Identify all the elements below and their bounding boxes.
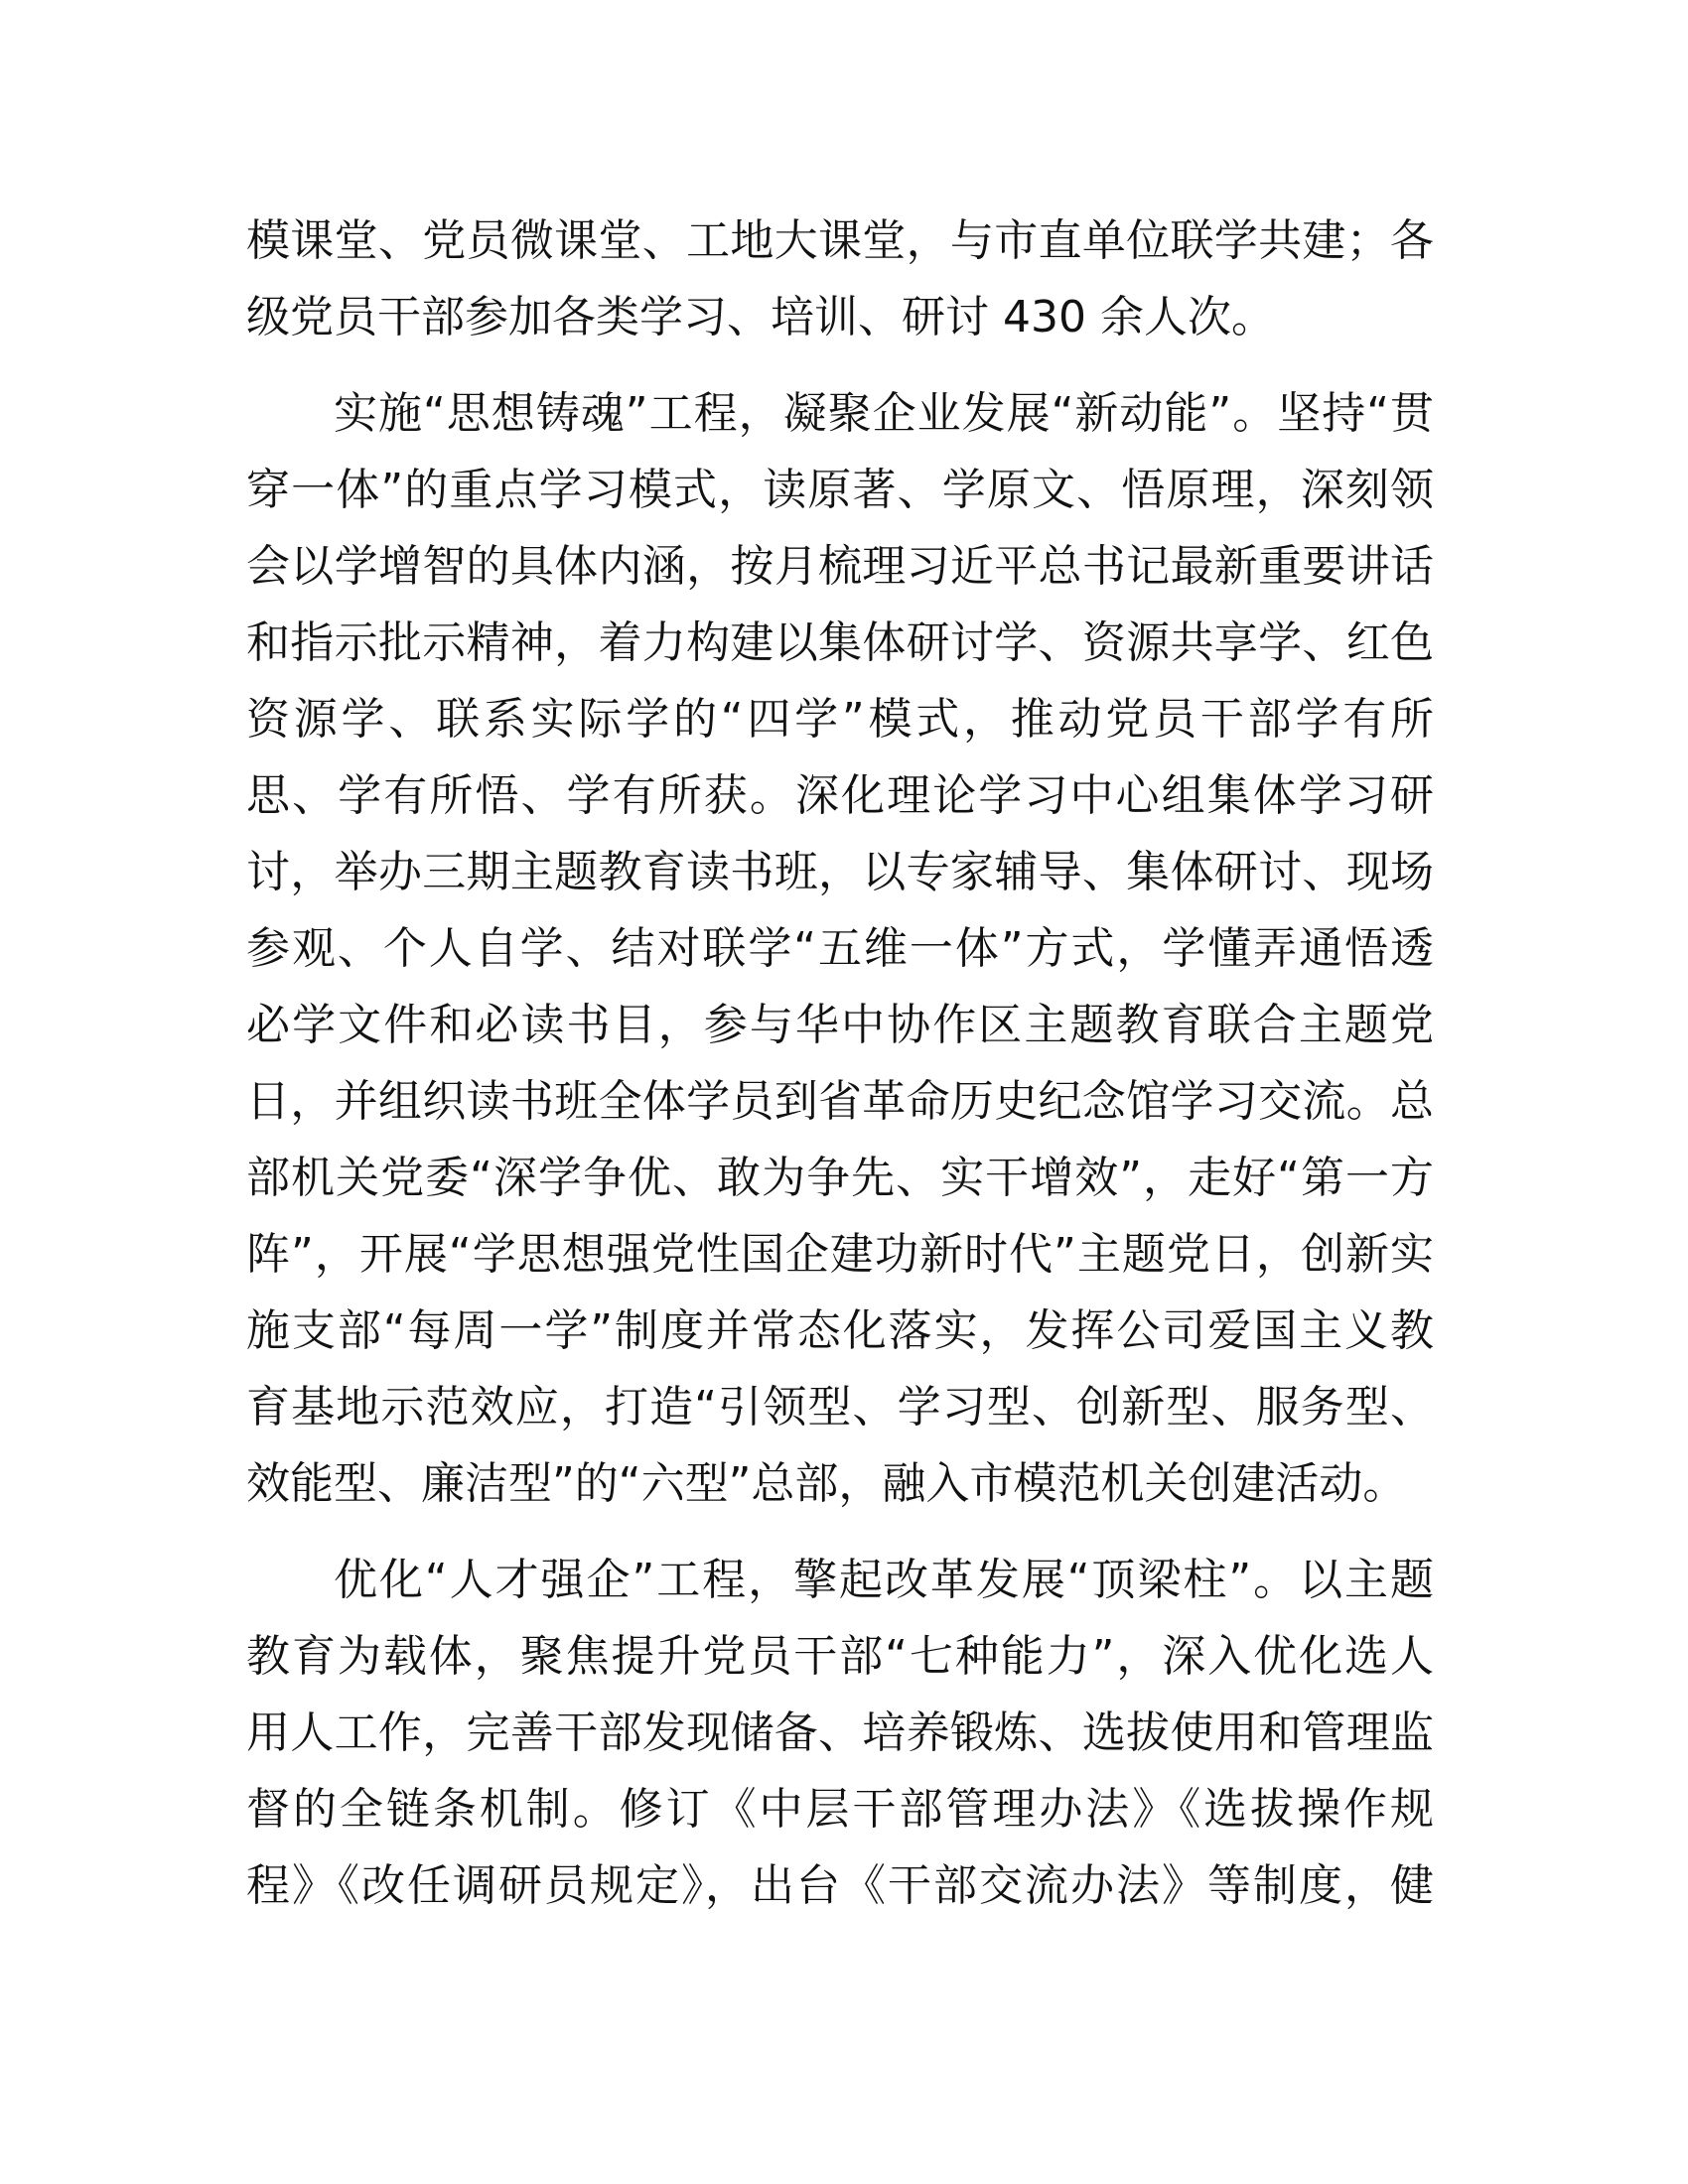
text-line: 级党员干部参加各类学习、培训、研讨 430 余人次。: [246, 292, 1275, 342]
text-line: 思、学有所悟、学有所获。深化理论学习中心组集体学习研: [246, 770, 1434, 821]
text-line: 会以学增智的具体内涵，按月梳理习近平总书记最新重要讲话: [246, 541, 1434, 592]
text-line: 参观、个人自学、结对联学“五维一体”方式，学懂弄通悟透: [246, 923, 1434, 974]
text-line: 模课堂、党员微课堂、工地大课堂，与市直单位联学共建；各: [246, 215, 1434, 266]
text-line: 教育为载体，聚焦提升党员干部“七种能力”，深入优化选人: [246, 1631, 1434, 1682]
paragraph-1: [246, 203, 1434, 355]
text-line: 程》《改任调研员规定》，出台《干部交流办法》等制度，健: [246, 1860, 1434, 1911]
text-line: 日，并组织读书班全体学员到省革命历史纪念馆学习交流。总: [246, 1076, 1434, 1127]
text-line: 用人工作，完善干部发现储备、培养锻炼、选拔使用和管理监: [246, 1707, 1434, 1758]
document-body: [246, 203, 1434, 1944]
text-line: 育基地示范效应，打造“引领型、学习型、创新型、服务型、: [246, 1382, 1434, 1433]
text-line: 和指示批示精神，着力构建以集体研讨学、资源共享学、红色: [246, 617, 1434, 668]
text-line: 实施“思想铸魂”工程，凝聚企业发展“新动能”。坚持“贯: [334, 388, 1434, 439]
text-line: 督的全链条机制。修订《中层干部管理办法》《选拔操作规: [246, 1784, 1434, 1835]
text-line: 阵”，开展“学思想强党性国企建功新时代”主题党日，创新实: [246, 1229, 1434, 1280]
paragraph-2: [246, 375, 1434, 1522]
text-line: 优化“人才强企”工程，擎起改革发展“顶梁柱”。以主题: [334, 1555, 1434, 1605]
text-line: 资源学、联系实际学的“四学”模式，推动党员干部学有所: [246, 694, 1434, 745]
paragraph-3: [246, 1542, 1434, 1924]
text-line: 部机关党委“深学争优、敢为争先、实干增效”，走好“第一方: [246, 1153, 1434, 1203]
text-line: 穿一体”的重点学习模式，读原著、学原文、悟原理，深刻领: [246, 465, 1434, 515]
text-line: 必学文件和必读书目，参与华中协作区主题教育联合主题党: [246, 1000, 1434, 1050]
text-line: 讨，举办三期主题教育读书班，以专家辅导、集体研讨、现场: [246, 847, 1434, 897]
text-line: 施支部“每周一学”制度并常态化落实，发挥公司爱国主义教: [246, 1305, 1434, 1356]
text-line: 效能型、廉洁型”的“六型”总部，融入市模范机关创建活动。: [246, 1458, 1407, 1509]
